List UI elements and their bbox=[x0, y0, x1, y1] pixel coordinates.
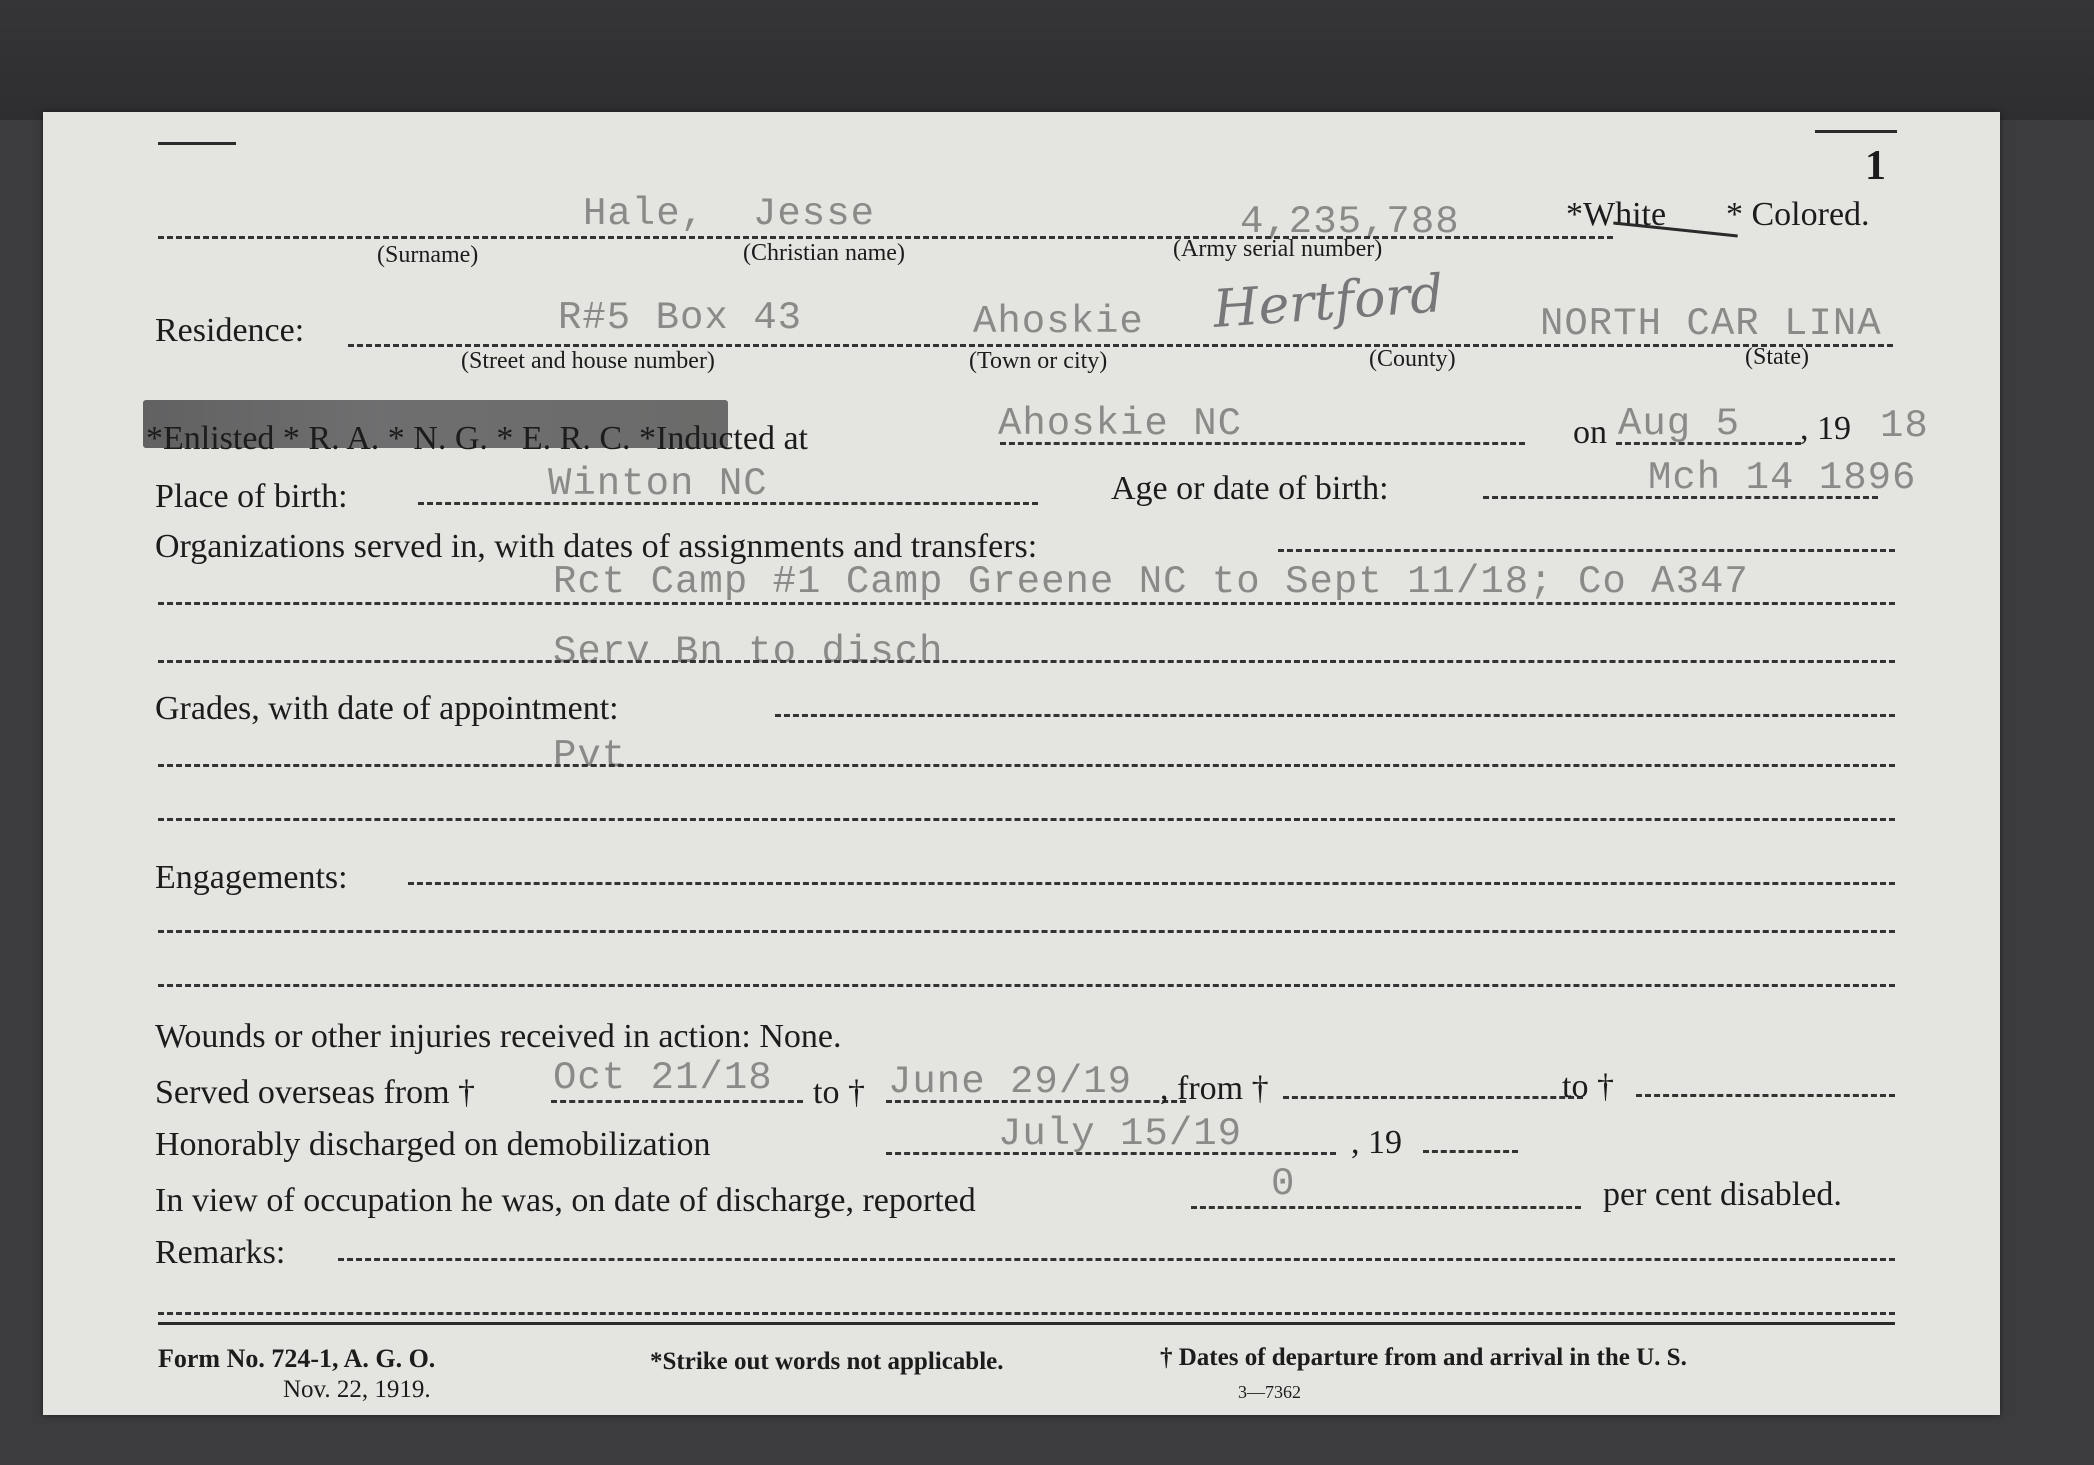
top-right-rule bbox=[1815, 130, 1897, 133]
birth-date-value: Mch 14 1896 bbox=[1648, 456, 1917, 500]
name-line bbox=[158, 236, 1613, 239]
surname-caption: (Surname) bbox=[377, 242, 479, 268]
grades-value: Pvt bbox=[553, 734, 627, 778]
disability-line bbox=[1191, 1206, 1581, 1209]
overseas-to-label-2: to † bbox=[1562, 1068, 1614, 1105]
engagements-line-0 bbox=[408, 882, 1895, 885]
form-number: Form No. 724-1, A. G. O. bbox=[158, 1344, 436, 1373]
organizations-line-0 bbox=[1278, 549, 1895, 552]
residence-line bbox=[348, 344, 1893, 347]
induction-date-line bbox=[1616, 442, 1801, 445]
remarks-line-0 bbox=[338, 1258, 1895, 1261]
serial-number-value: 4,235,788 bbox=[1240, 200, 1460, 244]
race-colored: * Colored. bbox=[1726, 196, 1870, 233]
county-caption: (County) bbox=[1369, 346, 1456, 372]
birth-place-label: Place of birth: bbox=[155, 478, 348, 515]
top-left-rule bbox=[158, 142, 236, 145]
print-code: 3—7362 bbox=[1238, 1382, 1301, 1402]
form-date: Nov. 22, 1919. bbox=[283, 1376, 431, 1403]
state-value: NORTH CAR LINA bbox=[1540, 302, 1882, 346]
engagements-line-1 bbox=[158, 930, 1895, 933]
engagements-line-2 bbox=[158, 984, 1895, 987]
footer-rule bbox=[158, 1322, 1895, 1325]
service-record-card bbox=[43, 112, 2000, 1415]
inducted-place-line bbox=[1000, 442, 1525, 445]
grades-line-0 bbox=[775, 714, 1895, 717]
residence-label: Residence: bbox=[155, 312, 305, 349]
induction-year-suffix: 18 bbox=[1880, 404, 1929, 448]
town-caption: (Town or city) bbox=[969, 348, 1108, 374]
overseas-from-line bbox=[551, 1100, 803, 1103]
organizations-line-2 bbox=[158, 660, 1895, 663]
wounds-label: Wounds or other injuries received in action: None. bbox=[155, 1018, 842, 1055]
grades-line-2 bbox=[158, 818, 1895, 821]
scanner-background bbox=[0, 0, 2094, 120]
discharge-year-prefix: , 19 bbox=[1351, 1124, 1402, 1161]
overseas-label: Served overseas from † bbox=[155, 1074, 476, 1111]
induction-year-prefix: , 19 bbox=[1800, 410, 1851, 447]
remarks-line-1 bbox=[158, 1312, 1895, 1315]
surname-value: Hale, bbox=[583, 192, 706, 236]
overseas-to-line bbox=[886, 1100, 1186, 1103]
overseas-to-line-2 bbox=[1636, 1094, 1895, 1097]
induction-on-label: on bbox=[1573, 414, 1607, 451]
county-value: Hertford bbox=[1211, 264, 1446, 340]
organizations-label: Organizations served in, with dates of assignments and transfers: bbox=[155, 528, 1038, 565]
christian-name-caption: (Christian name) bbox=[743, 240, 905, 266]
overseas-from-label-2: , from † bbox=[1160, 1070, 1269, 1107]
engagements-label: Engagements: bbox=[155, 859, 348, 896]
induction-prefix: *Enlisted * R. A. * N. G. * E. R. C. *Inducted at bbox=[146, 420, 809, 457]
discharge-label: Honorably discharged on demobilization bbox=[155, 1126, 711, 1163]
organizations-line-1 bbox=[158, 602, 1895, 605]
discharge-date-line bbox=[886, 1152, 1336, 1155]
street-value: R#5 Box 43 bbox=[558, 296, 803, 340]
state-caption: (State) bbox=[1745, 344, 1809, 370]
disability-suffix: per cent disabled. bbox=[1603, 1176, 1842, 1213]
birth-place-value: Winton NC bbox=[548, 462, 768, 506]
town-value: Ahoskie bbox=[973, 300, 1144, 344]
card-number: 1 bbox=[1865, 143, 1886, 189]
overseas-to-value: June 29/19 bbox=[888, 1060, 1133, 1104]
grades-line-1 bbox=[158, 764, 1895, 767]
birth-date-line bbox=[1483, 496, 1878, 499]
christian-name-value: Jesse bbox=[753, 192, 876, 236]
induction-date-value: Aug 5 bbox=[1618, 402, 1741, 446]
overseas-from-value: Oct 21/18 bbox=[553, 1056, 773, 1100]
street-caption: (Street and house number) bbox=[461, 348, 715, 374]
organizations-line-2-value: Serv Bn to disch bbox=[553, 630, 944, 674]
discharge-date-value: July 15/19 bbox=[998, 1112, 1243, 1156]
inducted-place-value: Ahoskie NC bbox=[998, 402, 1243, 446]
dates-note: † Dates of departure from and arrival in the U. S. bbox=[1160, 1344, 1687, 1371]
overseas-to-label: to † bbox=[813, 1074, 865, 1111]
remarks-label: Remarks: bbox=[155, 1234, 286, 1271]
disability-value: 0 bbox=[1271, 1162, 1296, 1206]
overseas-from-line-2 bbox=[1283, 1096, 1583, 1099]
serial-number-caption: (Army serial number) bbox=[1173, 236, 1383, 262]
grades-label: Grades, with date of appointment: bbox=[155, 690, 619, 727]
race-white: *White bbox=[1566, 196, 1667, 233]
organizations-line-1-value: Rct Camp #1 Camp Greene NC to Sept 11/18; Co A347 bbox=[553, 560, 1749, 604]
disability-label: In view of occupation he was, on date of discharge, reported bbox=[155, 1182, 976, 1219]
strike-note: *Strike out words not applicable. bbox=[650, 1348, 1004, 1375]
birth-place-line bbox=[418, 502, 1038, 505]
age-label: Age or date of birth: bbox=[1111, 470, 1389, 507]
discharge-year-line bbox=[1423, 1150, 1518, 1153]
